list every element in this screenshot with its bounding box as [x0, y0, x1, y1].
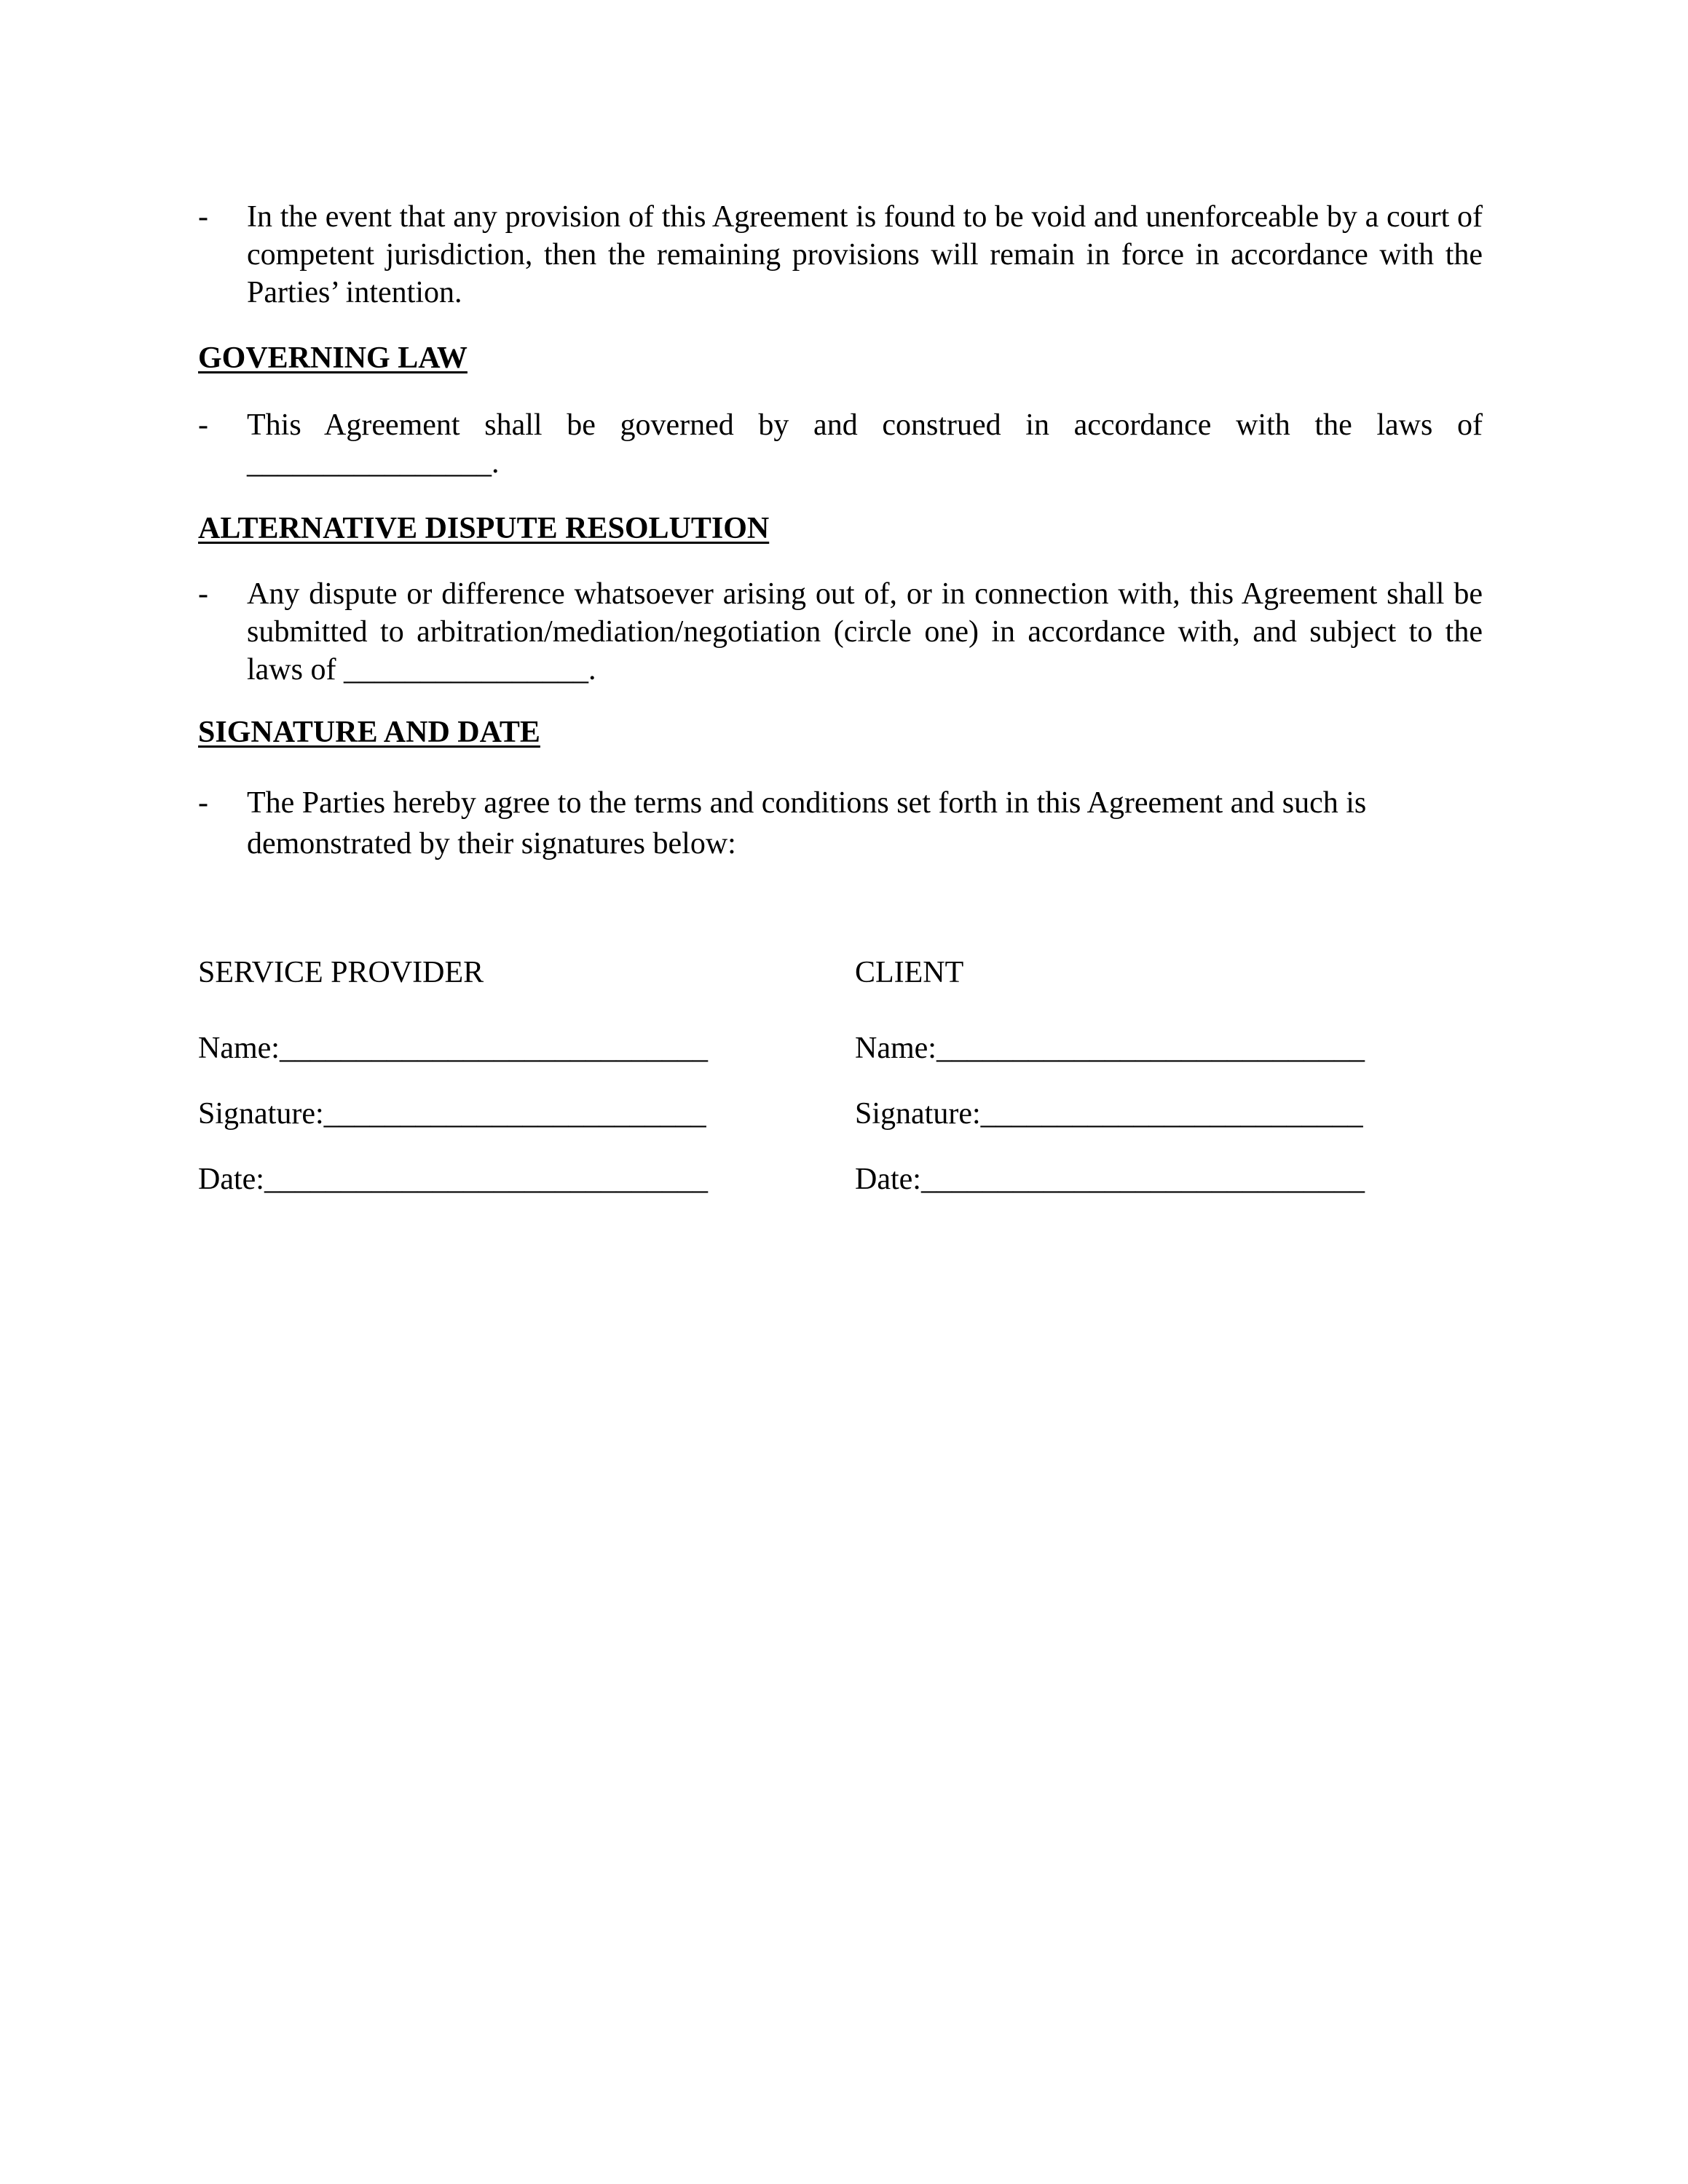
signature-and-date-clause — [198, 783, 1483, 864]
bullet-dash: - — [198, 200, 208, 234]
client-name-field[interactable]: Name:____________________________ — [855, 1032, 1365, 1065]
service-provider-title: SERVICE PROVIDER — [198, 956, 484, 989]
dispute-resolution-heading: ALTERNATIVE DISPUTE RESOLUTION — [198, 512, 770, 545]
dispute-resolution-text: Any dispute or difference whatsoever arising out of, or in connection with, this Agreement shall be submitted to arbitration/mediation/negotiation (circle one) in accordance with, and subject to the laws of ________________. — [247, 577, 1483, 687]
severability-text: In the event that any provision of this Agreement is found to be void and unenforceable by a court of competent jurisdiction, then the remaining provisions will remain in force in accordance with the Parties’ intention. — [247, 200, 1483, 309]
service-provider-date-field[interactable]: Date:_____________________________ — [198, 1163, 708, 1196]
signature-and-date-text: The Parties hereby agree to the terms and conditions set forth in this Agreement and such is demonstrated by their signatures below: — [247, 786, 1367, 860]
dispute-resolution-clause — [198, 575, 1483, 689]
client-signature-field[interactable]: Signature:_________________________ — [855, 1097, 1363, 1131]
governing-law-clause — [198, 406, 1483, 482]
signature-and-date-heading: SIGNATURE AND DATE — [198, 716, 540, 749]
client-date-field[interactable]: Date:_____________________________ — [855, 1163, 1365, 1196]
bullet-dash: - — [198, 786, 208, 820]
governing-law-heading: GOVERNING LAW — [198, 341, 468, 375]
client-title: CLIENT — [855, 956, 964, 989]
bullet-dash: - — [198, 408, 208, 442]
service-provider-name-field[interactable]: Name:____________________________ — [198, 1032, 708, 1065]
client-block — [855, 954, 1423, 1226]
governing-law-text: This Agreement shall be governed by and construed in accordance with the laws of ________________. — [247, 408, 1483, 480]
service-provider-signature-field[interactable]: Signature:_________________________ — [198, 1097, 706, 1131]
service-provider-block — [198, 954, 766, 1226]
bullet-dash: - — [198, 577, 208, 611]
severability-clause — [198, 198, 1483, 312]
